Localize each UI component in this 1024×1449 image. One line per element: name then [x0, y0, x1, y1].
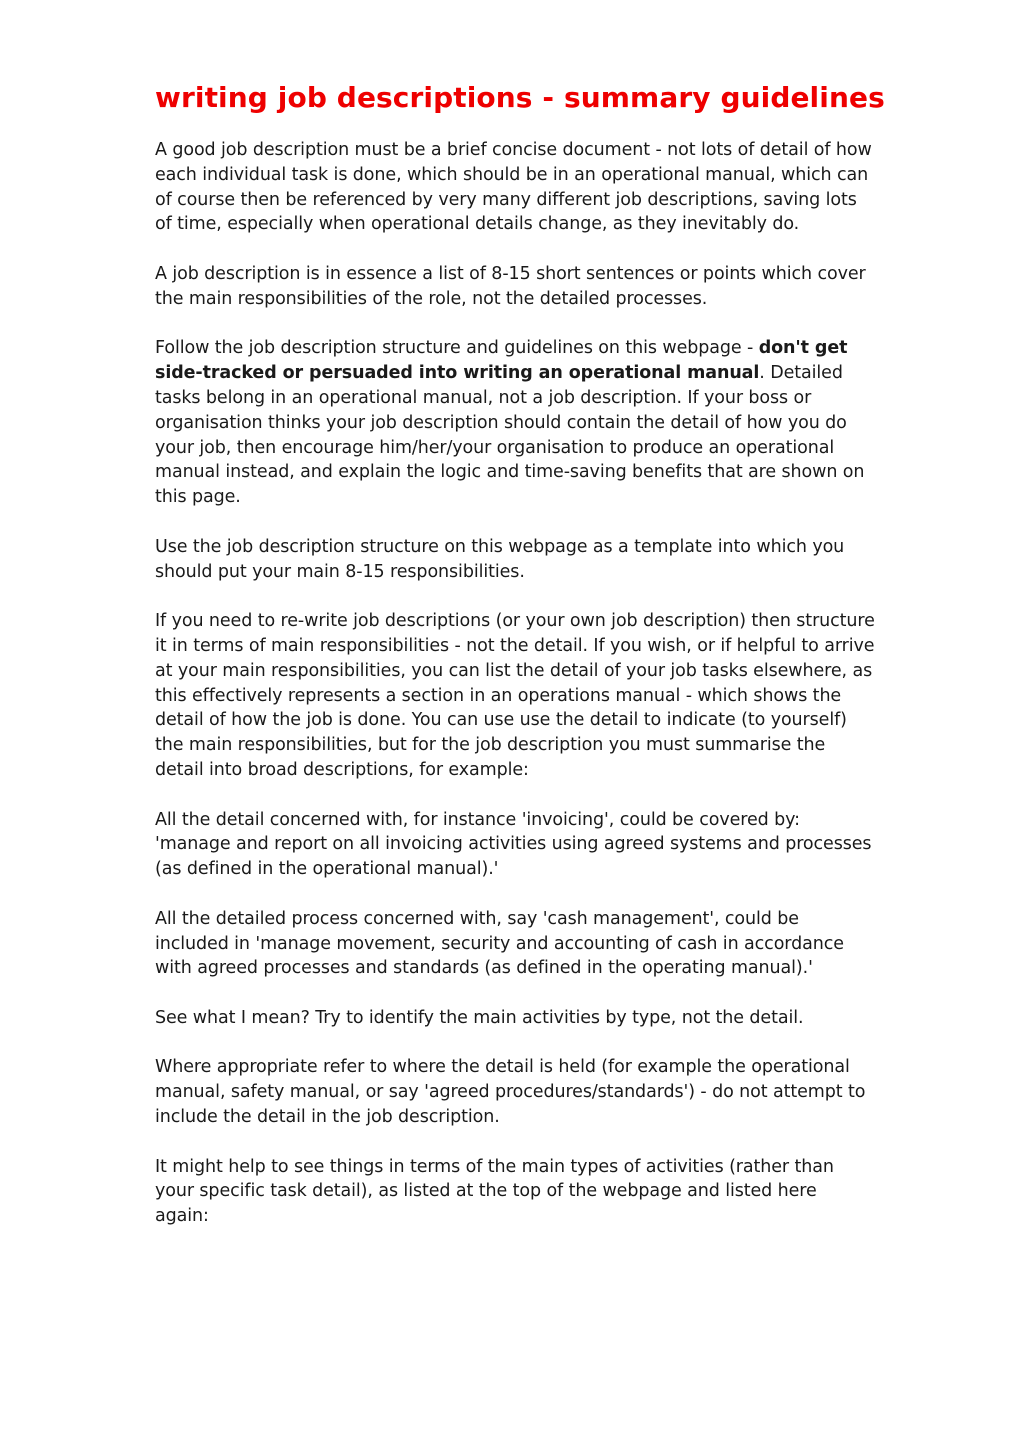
page-title: writing job descriptions - summary guidelines: [155, 81, 885, 114]
paragraph-rewrite: If you need to re-write job descriptions (or your own job description) then structure it in terms of main responsibilities - not the detail. If you wish, or if helpful to arrive at your main responsibilities, you can list the detail of your job tasks elsewhere, as this effectively represents a section in an operations manual - which shows the detail of how the job is done. You can use use the detail to indicate (to yourself) the main responsibilities, but for the job description you must summarise the detail into broad descriptions, for example:: [155, 611, 875, 780]
paragraph-structure-guidance: [155, 336, 875, 510]
paragraph-structure-before: Follow the job description structure and guidelines on this webpage -: [155, 338, 759, 359]
paragraph-structure-emphasis: don't get side-tracked or persuaded into writing an operational manual: [155, 338, 848, 384]
paragraph-see-what-i-mean: See what I mean? Try to identify the main activities by type, not the detail.: [155, 1007, 804, 1028]
paragraph-activity-types: It might help to see things in terms of the main types of activities (rather than your specific task detail), as listed at the top of the webpage and listed here again:: [155, 1156, 834, 1227]
paragraph-invoicing-example: All the detail concerned with, for instance 'invoicing', could be covered by: 'manage and report on all invoicing activities using agreed systems and processes (as defined in the operational manual).': [155, 809, 872, 880]
paragraph-cash-example: All the detailed process concerned with, say 'cash management', could be included in 'manage movement, security and accounting of cash in accordance with agreed processes and standards (as defined in the operating manual).': [155, 908, 844, 979]
paragraph-template: Use the job description structure on this webpage as a template into which you should put your main 8-15 responsibilities.: [155, 536, 845, 582]
paragraph-refer-detail: Where appropriate refer to where the detail is held (for example the operational manual, safety manual, or say 'agreed procedures/standards') - do not attempt to include the detail in the job description.: [155, 1057, 866, 1128]
paragraph-intro: A good job description must be a brief concise document - not lots of detail of how each individual task is done, which should be in an operational manual, which can of course then be referenced by very many different job descriptions, saving lots of time, especially when operational details change, as they inevitably do.: [155, 140, 872, 235]
document-page: [155, 78, 885, 1254]
paragraph-definition: A job description is in essence a list of 8-15 short sentences or points which cover the main responsibilities of the role, not the detailed processes.: [155, 263, 866, 309]
paragraph-structure-after: . Detailed tasks belong in an operational manual, not a job description. If your boss or organisation thinks your job description should contain the detail of how you do your job, then encourage him/her/your organisation to produce an operational manual instead, and explain the logic and time-saving benefits that are shown on this page.: [155, 363, 865, 508]
